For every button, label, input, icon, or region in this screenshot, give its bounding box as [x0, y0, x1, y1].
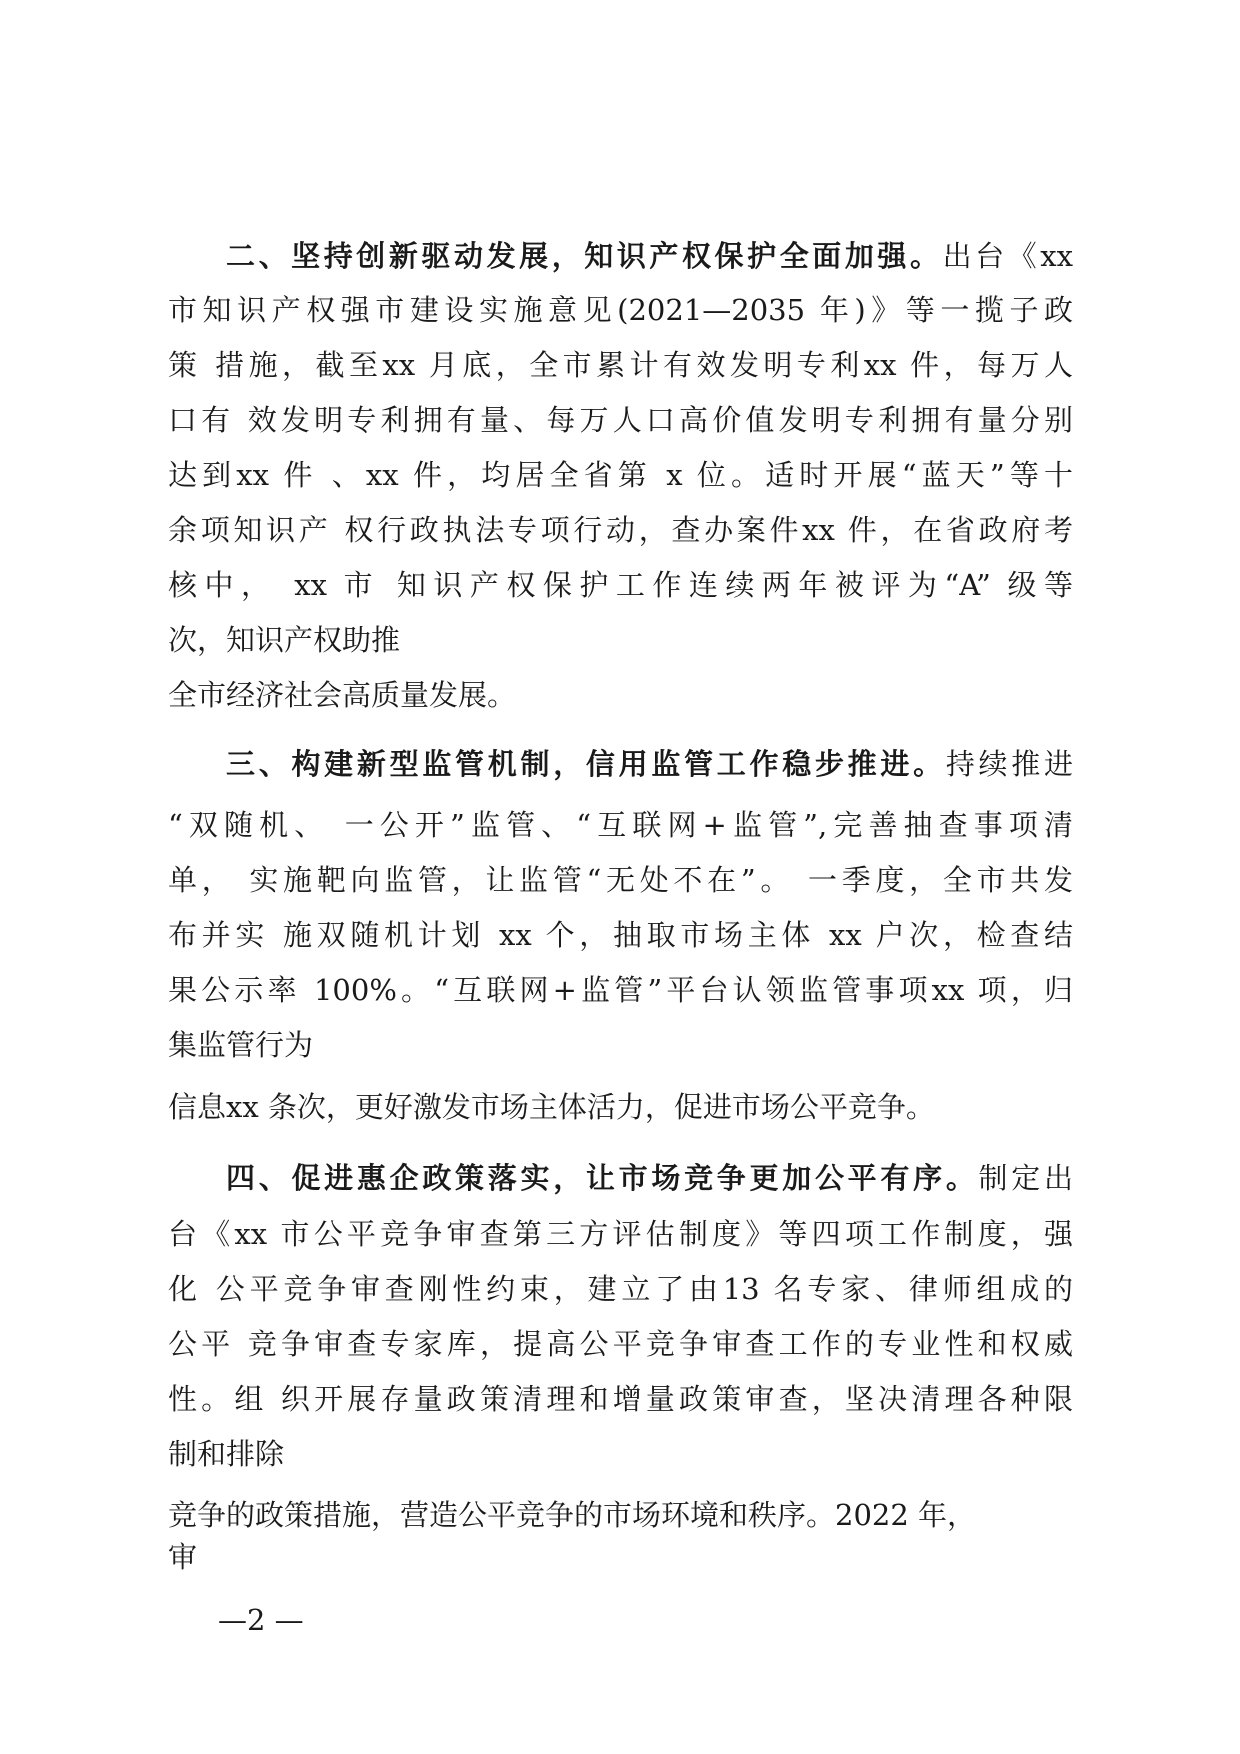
paragraph-line: “双随机、 一公开”监管、“互联网+监管”,完善抽查事项清	[168, 808, 1073, 842]
section-text: 制定出	[978, 1161, 1073, 1195]
paragraph-line: 果公示率 100%。“互联网+监管”平台认领监管事项xx 项，归	[168, 973, 1073, 1007]
paragraph-line: 竞争的政策措施，营造公平竞争的市场环境和秩序。2022 年，	[168, 1498, 977, 1532]
paragraph-line: 台《xx 市公平竞争审查第三方评估制度》等四项工作制度，强	[168, 1217, 1073, 1251]
paragraph-line: 核中， xx 市 知识产权保护工作连续两年被评为“A” 级等	[168, 568, 1073, 602]
section-heading: 三、构建新型监管机制，信用监管工作稳步推进。	[226, 747, 946, 781]
paragraph-line: 口有 效发明专利拥有量、每万人口高价值发明专利拥有量分别	[168, 403, 1073, 437]
section-heading: 四、促进惠企政策落实，让市场竞争更加公平有序。	[226, 1161, 979, 1195]
paragraph-line	[226, 1158, 1073, 1198]
paragraph-line: 策 措施，截至xx 月底，全市累计有效发明专利xx 件，每万人	[168, 348, 1073, 382]
paragraph-line: 单， 实施靶向监管，让监管“无处不在”。 一季度，全市共发	[168, 863, 1073, 897]
paragraph-line: 公平 竞争审查专家库，提高公平竞争审查工作的专业性和权威	[168, 1327, 1073, 1361]
section-heading: 二、坚持创新驱动发展，知识产权保护全面加强。	[226, 239, 943, 273]
paragraph-line: 次，知识产权助推	[168, 623, 401, 657]
paragraph-line	[226, 236, 1073, 276]
paragraph-line: 性。组 织开展存量政策清理和增量政策审查，坚决清理各种限	[168, 1382, 1073, 1416]
page-number: —2 —	[218, 1603, 304, 1637]
paragraph-line: 审	[168, 1540, 198, 1574]
section-text: 持续推进	[945, 747, 1073, 781]
paragraph-line: 制和排除	[168, 1437, 285, 1471]
paragraph-line: 全市经济社会高质量发展。	[168, 678, 517, 712]
paragraph-line: 余项知识产 权行政执法专项行动，查办案件xx 件，在省政府考	[168, 513, 1073, 547]
paragraph-line: 集监管行为	[168, 1028, 314, 1062]
paragraph-line	[226, 744, 1073, 784]
paragraph-line: 化 公平竞争审查刚性约束，建立了由13 名专家、律师组成的	[168, 1272, 1073, 1306]
paragraph-line: 达到xx 件 、xx 件，均居全省第 x 位。适时开展“蓝天”等十	[168, 458, 1073, 492]
section-text: 出台《xx	[942, 239, 1073, 273]
paragraph-line: 布并实 施双随机计划 xx 个，抽取市场主体 xx 户次，检查结	[168, 918, 1073, 952]
paragraph-line: 市知识产权强市建设实施意见(2021—2035 年)》等一揽子政	[168, 293, 1073, 327]
paragraph-line: 信息xx 条次，更好激发市场主体活力，促进市场公平竞争。	[168, 1090, 935, 1124]
